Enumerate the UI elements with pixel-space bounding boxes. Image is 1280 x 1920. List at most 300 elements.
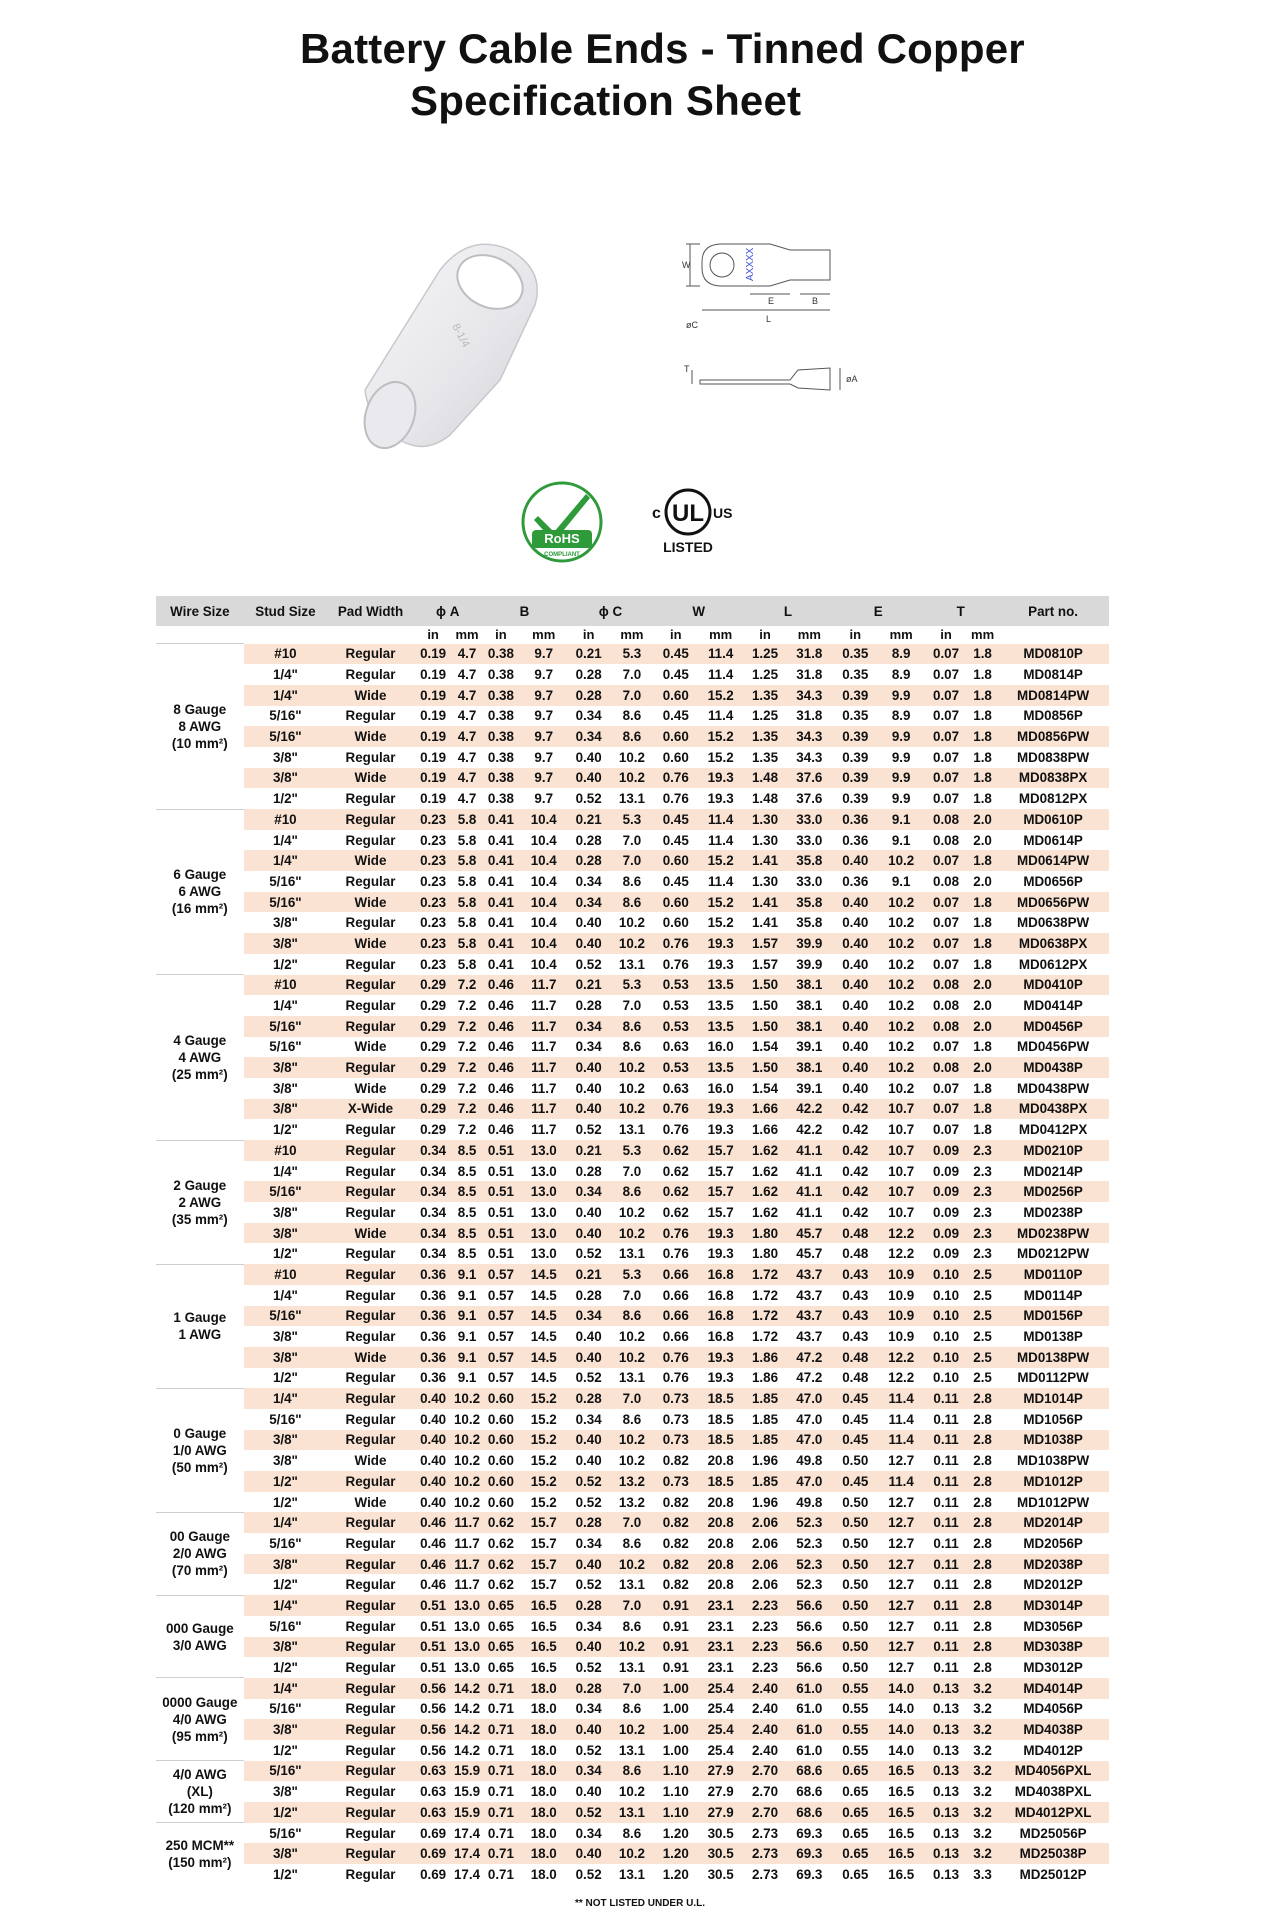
table-cell: 1.80: [751, 1246, 779, 1262]
part-number-cell: MD0638PX: [997, 933, 1109, 954]
table-row: [156, 1223, 1109, 1244]
table-cell: 10.9: [888, 1287, 915, 1303]
part-number-cell: MD0814PW: [997, 685, 1109, 706]
table-cell: 15.9: [452, 1802, 481, 1823]
part-number-cell: MD0614P: [1023, 832, 1083, 848]
table-cell: 0.10: [933, 1329, 960, 1345]
table-cell: Regular: [345, 1204, 396, 1220]
table-cell: 4.7: [457, 749, 477, 765]
table-cell: 1.00: [662, 1701, 689, 1717]
table-cell: 38.1: [786, 1016, 832, 1037]
table-cell: 0.45: [662, 708, 689, 724]
table-cell: 1.62: [751, 1204, 779, 1220]
table-cell: 10.2: [452, 1388, 481, 1409]
table-cell: 0.60: [654, 850, 698, 871]
table-cell: 10.2: [878, 1057, 924, 1078]
table-cell: 17.4: [453, 1866, 481, 1882]
table-cell: 45.7: [796, 1246, 823, 1262]
table-cell: 7.2: [452, 1057, 481, 1078]
table-cell: 0.41: [487, 873, 514, 889]
wire-size-line: 2 AWG: [178, 1194, 222, 1210]
table-cell: 0.60: [662, 915, 689, 931]
wire-size-line: 4/0 AWG: [172, 1711, 227, 1727]
table-cell: 1.72: [744, 1306, 787, 1327]
table-cell: 5/16": [269, 1618, 302, 1634]
table-cell: 0.50: [842, 1494, 869, 1510]
table-cell: 15.9: [452, 1761, 481, 1782]
table-cell: 16.8: [698, 1264, 744, 1285]
table-cell: 1.48: [751, 791, 779, 807]
table-cell: 0.19: [414, 726, 453, 747]
table-cell: 8.6: [610, 1016, 654, 1037]
table-cell: 56.6: [786, 1595, 832, 1616]
table-cell: 13.1: [618, 1246, 645, 1262]
table-cell: 1.8: [968, 933, 997, 954]
table-cell: 2.3: [968, 1181, 997, 1202]
table-cell: 0.38: [487, 749, 514, 765]
table-cell: 1.50: [744, 975, 787, 996]
table-cell: 0.62: [482, 1554, 521, 1575]
part-number-cell: MD2014P: [997, 1512, 1109, 1533]
part-number-cell: MD0814P: [1023, 667, 1083, 683]
table-cell: 47.0: [796, 1411, 823, 1427]
table-cell: 0.65: [832, 1802, 878, 1823]
table-cell: 3.2: [973, 1701, 992, 1717]
mark-text: AXXXX: [745, 247, 756, 281]
table-cell: 0.42: [842, 1204, 869, 1220]
table-cell: Wide: [354, 1453, 387, 1469]
table-cell: 0.28: [575, 998, 602, 1014]
table-cell: 0.34: [414, 1181, 453, 1202]
table-cell: 1.20: [662, 1866, 689, 1882]
table-cell: 0.07: [933, 915, 960, 931]
table-cell: 2.8: [973, 1535, 992, 1551]
table-cell: #10: [244, 644, 328, 665]
table-cell: 0.36: [832, 809, 878, 830]
table-cell: 35.8: [786, 850, 832, 871]
table-cell: Regular: [327, 1016, 414, 1037]
table-cell: 12.7: [878, 1637, 924, 1658]
table-cell: 25.4: [707, 1742, 734, 1758]
table-cell: 8.5: [452, 1223, 481, 1244]
table-cell: 1.54: [751, 1039, 779, 1055]
table-cell: 0.57: [487, 1287, 514, 1303]
table-row: [156, 1243, 1109, 1264]
wire-size-cell: [156, 1264, 244, 1388]
table-cell: 15.7: [707, 1163, 734, 1179]
unit-header-blank: [156, 626, 244, 644]
table-cell: 3/8": [272, 915, 298, 931]
part-number-cell: MD0856PW: [997, 726, 1109, 747]
label-l: L: [766, 314, 772, 324]
table-cell: 41.1: [796, 1204, 823, 1220]
table-cell: 0.52: [575, 1866, 602, 1882]
table-cell: 0.71: [482, 1843, 521, 1864]
table-cell: 1.00: [662, 1742, 689, 1758]
table-cell: 1.8: [968, 850, 997, 871]
wire-size-line: (50 mm²): [171, 1459, 228, 1475]
table-cell: 19.3: [707, 1122, 734, 1138]
table-cell: 0.76: [654, 1223, 698, 1244]
table-cell: 3/8": [244, 1347, 328, 1368]
table-cell: 15.2: [698, 892, 744, 913]
wire-size-line: (35 mm²): [171, 1211, 228, 1227]
table-cell: 0.40: [575, 1453, 602, 1469]
table-cell: 0.29: [420, 1039, 447, 1055]
table-cell: 0.39: [832, 726, 878, 747]
table-cell: 4.7: [457, 667, 477, 683]
table-cell: 0.23: [420, 873, 447, 889]
table-row: [156, 1637, 1109, 1658]
table-cell: 9.7: [534, 791, 554, 807]
table-cell: 0.09: [933, 1204, 960, 1220]
table-cell: 10.7: [878, 1140, 924, 1161]
table-cell: 0.34: [420, 1163, 447, 1179]
table-cell: 13.5: [707, 998, 734, 1014]
part-number-cell: MD0414P: [1023, 998, 1083, 1014]
wire-size-cell: [156, 809, 244, 975]
table-cell: 15.2: [520, 1430, 567, 1451]
table-cell: 0.23: [414, 892, 453, 913]
table-cell: 0.53: [654, 975, 698, 996]
table-cell: 1.50: [744, 1016, 787, 1037]
table-cell: 12.7: [888, 1494, 915, 1510]
table-cell: 0.57: [487, 1329, 514, 1345]
wire-size-line: 1 AWG: [178, 1327, 222, 1343]
table-cell: 5/16": [269, 708, 302, 724]
table-cell: 10.2: [610, 1843, 654, 1864]
wire-size-line: 00 Gauge: [169, 1529, 230, 1545]
table-cell: 7.2: [457, 1039, 477, 1055]
table-row: [156, 871, 1109, 892]
table-cell: 2.8: [973, 1411, 992, 1427]
table-cell: 0.40: [575, 749, 602, 765]
table-cell: 0.40: [842, 998, 869, 1014]
wire-size-line: 2 Gauge: [173, 1177, 227, 1193]
table-cell: 0.71: [487, 1784, 514, 1800]
part-number-cell: MD2056P: [1023, 1535, 1083, 1551]
table-cell: 0.45: [832, 1471, 878, 1492]
table-cell: 19.3: [698, 1347, 744, 1368]
part-number-cell: MD0138P: [1023, 1329, 1083, 1345]
table-cell: 1.8: [973, 1080, 992, 1096]
table-cell: 1/2": [272, 1246, 298, 1262]
table-cell: 8.9: [878, 644, 924, 665]
table-cell: 0.40: [414, 1388, 453, 1409]
table-cell: Regular: [327, 1430, 414, 1451]
table-cell: 0.40: [420, 1494, 447, 1510]
table-cell: 12.2: [888, 1246, 915, 1262]
part-number-cell: MD0656P: [1023, 873, 1083, 889]
table-cell: 0.46: [487, 1122, 514, 1138]
table-cell: 1/2": [272, 1122, 298, 1138]
table-cell: 8.6: [622, 1039, 642, 1055]
table-cell: 0.40: [567, 1637, 610, 1658]
table-cell: 0.28: [567, 685, 610, 706]
table-cell: 1/4": [244, 1512, 328, 1533]
table-cell: 1.10: [654, 1761, 698, 1782]
table-cell: 39.1: [796, 1080, 823, 1096]
table-cell: 0.34: [420, 1246, 447, 1262]
table-cell: Wide: [327, 1223, 414, 1244]
table-cell: 0.63: [414, 1761, 453, 1782]
table-row: [156, 1119, 1109, 1140]
table-cell: 1.80: [744, 1223, 787, 1244]
table-cell: 13.1: [618, 1660, 645, 1676]
table-cell: 0.40: [420, 1411, 447, 1427]
unit-header: in: [744, 626, 787, 644]
table-cell: 2.8: [973, 1494, 992, 1510]
table-cell: 16.5: [888, 1866, 915, 1882]
part-number-cell: MD25038P: [997, 1843, 1109, 1864]
table-cell: 1.72: [751, 1329, 779, 1345]
part-number-cell: MD0856P: [1023, 708, 1083, 724]
table-cell: 0.23: [420, 915, 447, 931]
table-cell: 0.52: [575, 956, 602, 972]
table-cell: 38.1: [786, 975, 832, 996]
table-cell: 0.62: [654, 1140, 698, 1161]
table-cell: 0.09: [933, 1163, 960, 1179]
table-cell: 49.8: [796, 1494, 823, 1510]
table-cell: 10.4: [520, 892, 567, 913]
table-cell: Wide: [354, 1494, 387, 1510]
table-cell: 2.0: [968, 975, 997, 996]
table-cell: 9.1: [457, 1370, 477, 1386]
table-cell: 13.1: [610, 1802, 654, 1823]
table-cell: 16.5: [530, 1618, 557, 1634]
ul-us: US: [713, 505, 733, 521]
table-cell: 0.21: [567, 809, 610, 830]
table-cell: 0.13: [924, 1843, 968, 1864]
wire-size-cell: [156, 1761, 244, 1823]
table-cell: 38.1: [786, 1057, 832, 1078]
table-cell: 16.5: [888, 1825, 915, 1841]
table-cell: 11.7: [454, 1535, 480, 1551]
table-cell: 10.2: [610, 1430, 654, 1451]
table-cell: 10.4: [520, 809, 567, 830]
table-cell: 0.55: [832, 1719, 878, 1740]
label-b: B: [812, 296, 819, 306]
table-cell: 1.35: [744, 726, 787, 747]
table-cell: 0.34: [567, 1181, 610, 1202]
table-cell: 0.73: [654, 1430, 698, 1451]
part-number-cell: MD0256P: [997, 1181, 1109, 1202]
table-cell: 12.7: [888, 1618, 915, 1634]
table-cell: 7.2: [457, 1080, 477, 1096]
table-cell: Regular: [327, 1678, 414, 1699]
label-w: W: [682, 260, 691, 270]
table-cell: 10.7: [888, 1122, 915, 1138]
table-cell: Regular: [345, 791, 396, 807]
table-cell: 0.11: [933, 1618, 959, 1634]
table-cell: 20.8: [707, 1494, 734, 1510]
table-cell: 0.34: [420, 1204, 447, 1220]
table-cell: 0.08: [933, 873, 960, 889]
table-cell: 0.35: [832, 644, 878, 665]
table-cell: 39.9: [786, 933, 832, 954]
table-cell: 12.7: [878, 1595, 924, 1616]
table-cell: 2.5: [973, 1329, 992, 1345]
table-cell: 0.40: [575, 915, 602, 931]
column-header: B: [482, 596, 568, 626]
wire-size-cell: [156, 1823, 244, 1885]
table-cell: 0.34: [575, 1411, 602, 1427]
table-cell: 52.3: [796, 1535, 823, 1551]
table-cell: 7.0: [622, 998, 642, 1014]
table-cell: 2.40: [744, 1678, 787, 1699]
table-cell: 8.6: [610, 1761, 654, 1782]
table-cell: 0.46: [482, 1057, 521, 1078]
table-cell: 0.91: [662, 1618, 689, 1634]
table-cell: 3/8": [244, 1430, 328, 1451]
table-cell: 10.2: [453, 1411, 481, 1427]
table-cell: 0.40: [832, 933, 878, 954]
table-cell: 0.66: [654, 1306, 698, 1327]
table-cell: 4.7: [457, 708, 477, 724]
table-row: [156, 1368, 1109, 1389]
table-cell: 2.0: [973, 873, 992, 889]
table-cell: 0.11: [933, 1453, 959, 1469]
table-cell: Regular: [345, 749, 396, 765]
table-cell: 0.28: [567, 1512, 610, 1533]
table-cell: 11.7: [531, 1039, 557, 1055]
table-cell: 1.25: [751, 667, 779, 683]
table-cell: 14.5: [530, 1287, 557, 1303]
table-cell: 16.8: [707, 1287, 734, 1303]
table-cell: 10.2: [610, 1057, 654, 1078]
table-cell: Regular: [345, 1370, 396, 1386]
table-cell: Wide: [327, 768, 414, 789]
ul-c: c: [652, 505, 661, 522]
table-cell: 11.4: [698, 644, 744, 665]
table-cell: Regular: [345, 1163, 396, 1179]
table-cell: 0.07: [924, 892, 968, 913]
table-cell: 14.0: [888, 1742, 915, 1758]
table-cell: 0.48: [842, 1246, 869, 1262]
table-cell: 8.5: [452, 1140, 481, 1161]
table-cell: Regular: [345, 1784, 396, 1800]
table-cell: 10.2: [888, 1080, 915, 1096]
rohs-subtext: COMPLIANT: [544, 552, 580, 558]
table-cell: 13.0: [453, 1660, 481, 1676]
table-cell: 13.0: [520, 1181, 567, 1202]
part-number-cell: MD0112PW: [1017, 1370, 1089, 1386]
table-cell: 3.2: [968, 1678, 997, 1699]
ul-mark: UL: [672, 500, 704, 527]
wire-size-line: 4/0 AWG: [172, 1767, 227, 1783]
table-cell: 0.38: [487, 667, 514, 683]
table-cell: 2.3: [973, 1163, 992, 1179]
table-cell: 14.2: [452, 1678, 481, 1699]
table-row: [156, 1699, 1109, 1720]
table-cell: 47.0: [786, 1430, 832, 1451]
table-cell: 0.46: [487, 998, 514, 1014]
table-cell: 0.46: [482, 1099, 521, 1120]
table-cell: 15.7: [520, 1554, 567, 1575]
table-cell: 0.52: [575, 1122, 602, 1138]
table-cell: 1/4": [272, 1163, 298, 1179]
table-cell: Wide: [327, 933, 414, 954]
part-number-cell: MD0810P: [997, 644, 1109, 665]
table-cell: 18.0: [530, 1866, 557, 1882]
table-cell: 34.3: [796, 749, 823, 765]
table-cell: 0.23: [414, 933, 453, 954]
table-row: [156, 850, 1109, 871]
table-cell: 11.7: [531, 1080, 557, 1096]
table-cell: 2.0: [973, 998, 992, 1014]
table-cell: 0.76: [662, 791, 689, 807]
table-cell: 15.7: [520, 1512, 567, 1533]
table-cell: 0.43: [832, 1264, 878, 1285]
table-row: [156, 1843, 1109, 1864]
table-cell: 10.7: [878, 1099, 924, 1120]
table-cell: 3/8": [244, 1099, 328, 1120]
table-cell: 0.51: [420, 1660, 447, 1676]
part-number-cell: MD1014P: [997, 1388, 1109, 1409]
table-cell: 10.2: [610, 768, 654, 789]
table-cell: 0.29: [414, 1016, 453, 1037]
table-cell: 10.4: [530, 873, 557, 889]
part-number-cell: MD0438PX: [997, 1099, 1109, 1120]
table-cell: 1/4": [244, 685, 328, 706]
table-cell: 2.0: [968, 1057, 997, 1078]
wire-size-cell: [156, 1388, 244, 1512]
table-cell: 0.28: [567, 1678, 610, 1699]
table-cell: 11.7: [520, 1016, 567, 1037]
table-cell: 0.60: [487, 1453, 514, 1469]
table-cell: Regular: [345, 832, 396, 848]
table-cell: 9.1: [452, 1264, 481, 1285]
column-header: T: [924, 596, 997, 626]
table-cell: 0.50: [842, 1660, 869, 1676]
table-cell: 0.63: [420, 1784, 447, 1800]
table-cell: 13.1: [618, 1370, 645, 1386]
table-cell: 13.5: [698, 1057, 744, 1078]
table-cell: 3/8": [272, 1453, 298, 1469]
table-cell: 0.36: [420, 1287, 447, 1303]
table-cell: 5/16": [244, 892, 328, 913]
table-cell: Regular: [327, 1802, 414, 1823]
table-cell: 11.7: [531, 1122, 557, 1138]
table-cell: 5/16": [269, 1825, 302, 1841]
table-cell: 39.9: [796, 956, 823, 972]
part-number-cell: MD0610P: [997, 809, 1109, 830]
table-cell: 10.4: [530, 832, 557, 848]
table-cell: 0.10: [924, 1347, 968, 1368]
table-cell: 0.19: [420, 708, 447, 724]
table-cell: 2.8: [968, 1595, 997, 1616]
table-cell: 33.0: [796, 832, 823, 848]
table-cell: 0.55: [842, 1742, 869, 1758]
table-cell: 1.30: [751, 832, 779, 848]
table-cell: 9.9: [891, 791, 911, 807]
table-cell: 0.40: [567, 1843, 610, 1864]
table-cell: 0.45: [832, 1430, 878, 1451]
table-cell: 0.07: [924, 768, 968, 789]
table-cell: 0.69: [420, 1866, 447, 1882]
table-cell: 10.2: [618, 1784, 645, 1800]
wire-size-line: (95 mm²): [171, 1728, 228, 1744]
table-cell: 0.09: [924, 1140, 968, 1161]
table-cell: 0.28: [567, 850, 610, 871]
table-cell: 14.0: [878, 1678, 924, 1699]
table-cell: 12.7: [888, 1535, 915, 1551]
part-number-cell: MD0238PW: [997, 1223, 1109, 1244]
table-cell: 14.5: [530, 1329, 557, 1345]
table-cell: 9.9: [891, 749, 911, 765]
table-row: [156, 1657, 1109, 1678]
table-cell: Regular: [327, 1471, 414, 1492]
